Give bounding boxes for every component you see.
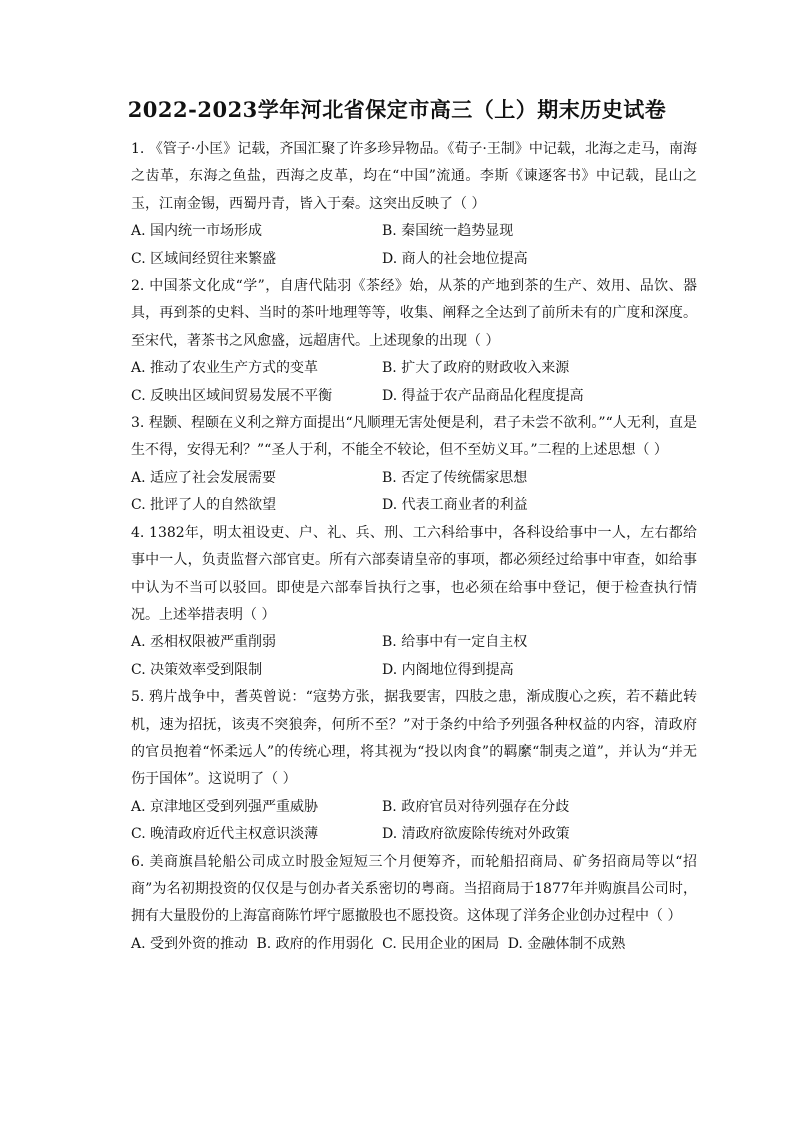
- option-b: B. 扩大了政府的财政收入来源: [382, 360, 570, 377]
- option-a: A. 丞相权限被严重削弱: [131, 634, 277, 651]
- question-4: [131, 520, 697, 684]
- option-b: B. 给事中有一定自主权: [382, 634, 528, 651]
- option-b: B. 政府的作用弱化: [256, 935, 374, 952]
- option-d: D. 内阁地位得到提高: [382, 661, 514, 678]
- options-grid: [131, 629, 697, 684]
- question-stem: 1. 《管子·小匡》记载，齐国汇聚了许多珍异物品。《荀子·王制》中记载，北海之走马，南海之齿革，东海之鱼盐，西海之皮革，均在“中国”流通。李斯《谏逐客书》中记载，昆山之玉，江南金锡，西蜀丹青，皆入于秦。这突出反映了（ ）: [131, 141, 697, 212]
- question-5: [131, 684, 697, 848]
- option-a: A. 推动了农业生产方式的变革: [131, 360, 319, 377]
- option-a: A. 受到外资的推动: [131, 935, 249, 952]
- option-d: D. 得益于农产品商品化程度提高: [382, 387, 584, 404]
- question-2: [131, 273, 697, 410]
- option-c: C. 批评了人的自然欲望: [131, 497, 277, 514]
- option-d: D. 清政府欲废除传统对外政策: [382, 826, 570, 843]
- option-c: C. 区域间经贸往来繁盛: [131, 250, 277, 267]
- question-6: [131, 849, 697, 959]
- question-list: [131, 136, 697, 958]
- options-grid: [131, 465, 697, 520]
- question-3: [131, 410, 697, 520]
- question-stem: 3. 程颢、程颐在义利之辩方面提出“凡顺理无害处便是利，君子未尝不欲利。”“人无利，直是生不得，安得无利？”“圣人于利，不能全不较论，但不至妨义耳。”二程的上述思想（ ）: [131, 415, 697, 459]
- option-c: C. 民用企业的困局: [382, 935, 500, 952]
- question-stem: 5. 鸦片战争中，耆英曾说：“寇势方张，据我要害，四肢之患，渐成腹心之疾，若不藉此转机，速为招抚，该夷不突狼奔，何所不至？”对于条约中给予列强各种权益的内容，清政府的官员抱着“怀柔远人”的传统心理，将其视为“投以肉食”的羁縻“制夷之道”，并认为“并无伤于国体”。这说明了（ ）: [131, 689, 697, 788]
- option-d: D. 商人的社会地位提高: [382, 250, 528, 267]
- option-a: A. 国内统一市场形成: [131, 223, 263, 240]
- option-a: A. 京津地区受到列强严重威胁: [131, 798, 319, 815]
- question-1: [131, 136, 697, 273]
- options-grid: [131, 794, 697, 849]
- options-grid: [131, 355, 697, 410]
- question-stem: 2. 中国茶文化成“学”，自唐代陆羽《茶经》始，从茶的产地到茶的生产、效用、品饮、器具，再到茶的史料、当时的茶叶地理等等，收集、阐释之全达到了前所未有的广度和深度。至宋代，著茶书之风愈盛，远超唐代。上述现象的出现（ ）: [131, 278, 697, 349]
- option-d: D. 代表工商业者的利益: [382, 497, 528, 514]
- option-b: B. 秦国统一趋势显现: [382, 223, 514, 240]
- option-b: B. 政府官员对待列强存在分歧: [382, 798, 570, 815]
- option-c: C. 晚清政府近代主权意识淡薄: [131, 826, 319, 843]
- option-c: C. 决策效率受到限制: [131, 661, 263, 678]
- question-stem: 4. 1382年，明太祖设吏、户、礼、兵、刑、工六科给事中，各科设给事中一人，左右都给事中一人，负责监督六部官吏。所有六部奏请皇帝的事项，都必须经过给事中审查，如给事中认为不当可以驳回。即使是六部奉旨执行之事，也必须在给事中登记，便于检查执行情况。上述举措表明（ ）: [131, 524, 697, 623]
- option-d: D. 金融体制不成熟: [507, 935, 626, 952]
- option-c: C. 反映出区域间贸易发展不平衡: [131, 387, 333, 404]
- option-a: A. 适应了社会发展需要: [131, 469, 277, 486]
- question-stem: 6. 美商旗昌轮船公司成立时股金短短三个月便筹齐，而轮船招商局、矿务招商局等以“招商”为名初期投资的仅仅是与创办者关系密切的粤商。当招商局于1877年并购旗昌公司时，拥有大量股份的上海富商陈竹坪宁愿撤股也不愿投资。这体现了洋务企业创办过程中（ ）: [131, 853, 697, 925]
- options-line: [131, 931, 697, 958]
- options-grid: [131, 218, 697, 273]
- option-b: B. 否定了传统儒家思想: [382, 469, 528, 486]
- page-title: 2022-2023学年河北省保定市高三（上）期末历史试卷: [127, 97, 667, 122]
